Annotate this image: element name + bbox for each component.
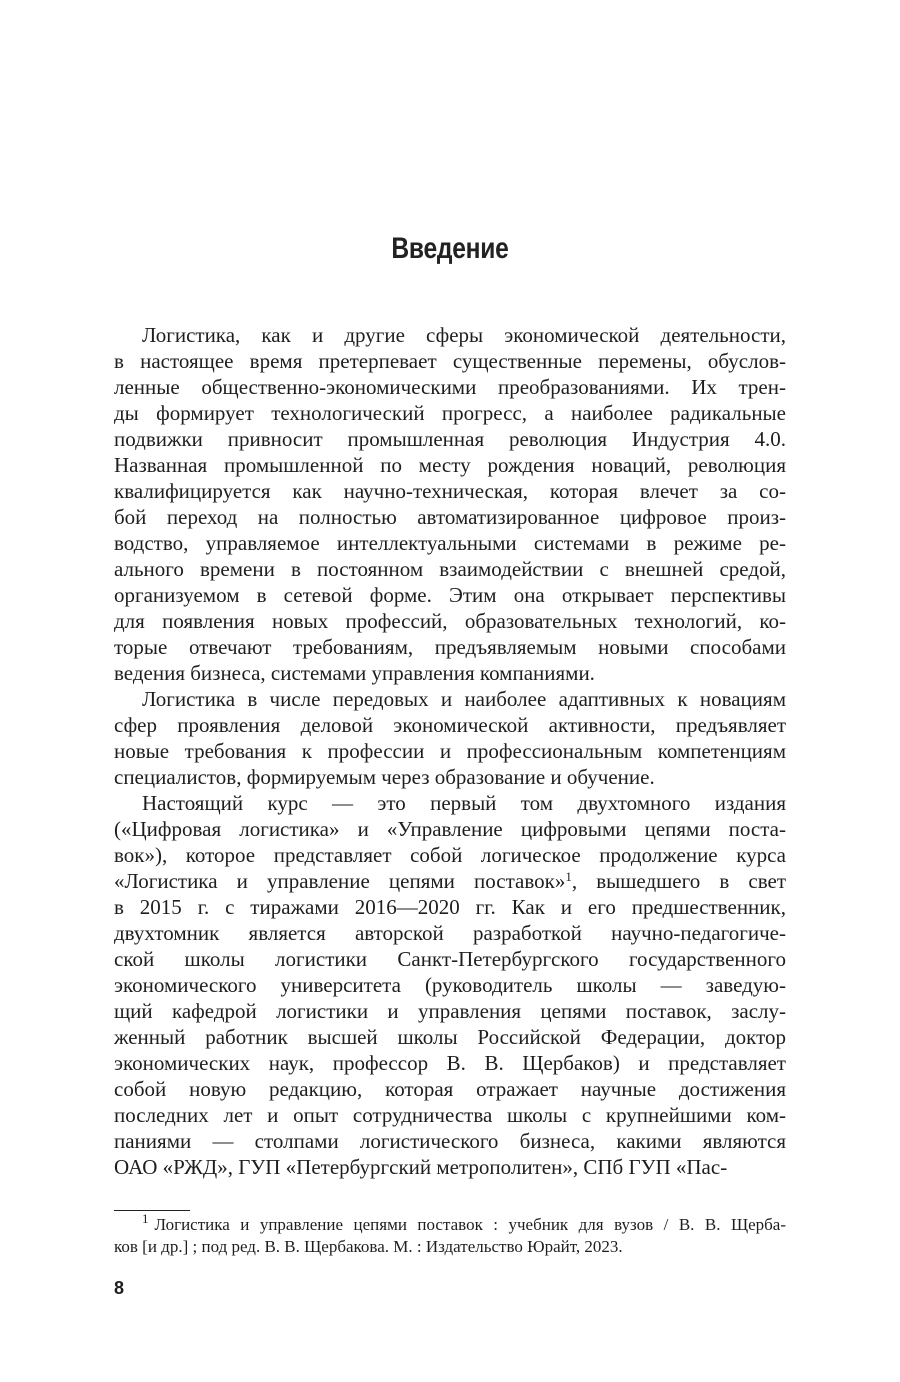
- text-line: [114, 972, 786, 998]
- text-line: [114, 946, 786, 972]
- line-text: ской школы логистики Санкт-Петербургского государственного: [114, 947, 786, 971]
- text-line: [114, 764, 786, 790]
- line-text: женный работник высшей школы Российской Федерации, доктор: [114, 1025, 786, 1049]
- text-line: [114, 452, 786, 478]
- line-text: ведения бизнеса, системами управления компаниями.: [114, 661, 595, 685]
- line-text: бой переход на полностью автоматизированное цифровое произ-: [114, 505, 786, 529]
- text-line: [114, 1050, 786, 1076]
- footnote-reference[interactable]: 1: [565, 869, 572, 884]
- line-text: , вышедшего в свет: [571, 869, 786, 893]
- line-text: последних лет и опыт сотрудничества школы с крупнейшими ком-: [114, 1103, 786, 1127]
- text-line: [114, 478, 786, 504]
- line-text: квалифицируется как научно-техническая, которая влечет за со-: [114, 479, 786, 503]
- text-line: [114, 400, 786, 426]
- text-line: [114, 374, 786, 400]
- text-line: [114, 660, 786, 686]
- footnote-text: ков [и др.] ; под ред. В. В. Щербакова. М. : Издательство Юрайт, 2023.: [114, 1237, 623, 1256]
- line-text: ды формирует технологический прогресс, а наиболее радикальные: [114, 401, 786, 425]
- text-line: [114, 1076, 786, 1102]
- footnote: [114, 1211, 786, 1258]
- line-text: вок»), которое представляет собой логическое продолжение курса: [114, 843, 786, 867]
- text-line: [114, 816, 786, 842]
- text-line: [114, 868, 786, 894]
- line-text: ального времени в постоянном взаимодействии с внешней средой,: [114, 557, 786, 581]
- text-line: [114, 920, 786, 946]
- footnote-mark: 1: [142, 1211, 149, 1226]
- line-text: двухтомник является авторской разработкой научно-педагогиче-: [114, 921, 786, 945]
- paragraph: [114, 790, 786, 1180]
- text-line: [114, 556, 786, 582]
- footnote-line: [114, 1236, 786, 1258]
- line-text: («Цифровая логистика» и «Управление цифровыми цепями поста-: [114, 817, 786, 841]
- text-line: [114, 998, 786, 1024]
- text-line: [114, 790, 786, 816]
- line-text: торые отвечают требованиям, предъявляемым новыми способами: [114, 635, 786, 659]
- text-line: [114, 608, 786, 634]
- line-text: подвижки привносит промышленная революция Индустрия 4.0.: [114, 427, 786, 451]
- line-text: ленные общественно-экономическими преобразованиями. Их трен-: [114, 375, 786, 399]
- text-line: [114, 1024, 786, 1050]
- text-line: [114, 504, 786, 530]
- text-line: [114, 712, 786, 738]
- footnote-divider: [114, 1210, 190, 1211]
- text-line: [114, 842, 786, 868]
- text-line: [114, 686, 786, 712]
- line-text: паниями — столпами логистического бизнеса, какими являются: [114, 1129, 786, 1153]
- text-line: [114, 738, 786, 764]
- line-text: экономических наук, профессор В. В. Щербаков) и представляет: [114, 1051, 786, 1075]
- line-text: Настоящий курс — это первый том двухтомного издания: [142, 791, 786, 815]
- line-text: щий кафедрой логистики и управления цепями поставок, заслу-: [114, 999, 786, 1023]
- text-line: [114, 582, 786, 608]
- text-line: [114, 634, 786, 660]
- line-text: для появления новых профессий, образовательных технологий, ко-: [114, 609, 786, 633]
- line-text: сфер проявления деловой экономической активности, предъявляет: [114, 713, 786, 737]
- footnote-line: [114, 1211, 786, 1236]
- text-line: [114, 322, 786, 348]
- line-text: ОАО «РЖД», ГУП «Петербургский метрополитен», СПб ГУП «Пас-: [114, 1155, 728, 1179]
- text-line: [114, 348, 786, 374]
- line-text: специалистов, формируемым через образование и обучение.: [114, 765, 655, 789]
- text-line: [114, 1154, 786, 1180]
- line-text: Названная промышленной по месту рождения новаций, революция: [114, 453, 786, 477]
- paragraph: [114, 686, 786, 790]
- paragraph: [114, 322, 786, 686]
- page-number: 8: [114, 1278, 125, 1298]
- line-text: Логистика в числе передовых и наиболее адаптивных к новациям: [142, 687, 786, 711]
- line-text: в настоящее время претерпевает существенные перемены, обуслов-: [114, 349, 786, 373]
- line-text: собой новую редакцию, которая отражает научные достижения: [114, 1077, 786, 1101]
- text-line: [114, 894, 786, 920]
- line-text: организуемом в сетевой форме. Этим она открывает перспективы: [114, 583, 786, 607]
- line-text: в 2015 г. с тиражами 2016—2020 гг. Как и его предшественник,: [114, 895, 786, 919]
- text-line: [114, 1102, 786, 1128]
- footnote-text: Логистика и управление цепями поставок : учебник для вузов / В. В. Щерба-: [154, 1215, 786, 1234]
- chapter-title: Введение: [391, 232, 509, 265]
- body-text: [114, 322, 786, 1180]
- line-text: новые требования к профессии и профессиональным компетенциям: [114, 739, 786, 763]
- line-text: «Логистика и управление цепями поставок»: [114, 869, 566, 893]
- line-text: водство, управляемое интеллектуальными системами в режиме ре-: [114, 531, 786, 555]
- text-line: [114, 1128, 786, 1154]
- line-text: Логистика, как и другие сферы экономической деятельности,: [142, 323, 786, 347]
- text-line: [114, 426, 786, 452]
- line-text: экономического университета (руководитель школы — заведую-: [114, 973, 786, 997]
- text-line: [114, 530, 786, 556]
